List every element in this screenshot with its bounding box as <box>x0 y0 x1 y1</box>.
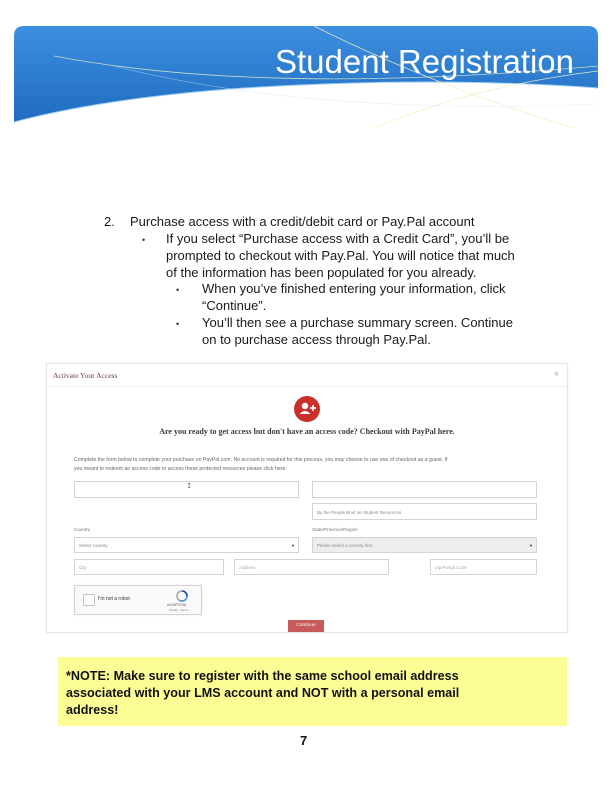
dropdown-arrow-icon: ▼ <box>291 543 295 548</box>
header-banner <box>14 26 598 128</box>
step-title: Purchase access with a credit/debit card or Pay.Pal account <box>130 214 475 229</box>
bullet-text-line: prompted to checkout with Pay.Pal. You will notice that much <box>166 248 515 263</box>
product-field[interactable]: By the People Brief 4e Student Resources <box>312 503 537 520</box>
sub-bullet-text-line: “Continue”. <box>202 298 267 313</box>
modal-headline: Are you ready to get access but don't have an access code? Checkout with PayPal here. <box>159 427 455 436</box>
step-number: 2. <box>104 214 115 229</box>
note-line: address! <box>66 703 119 717</box>
bullet-marker: • <box>142 235 146 245</box>
city-field[interactable]: City <box>74 559 224 575</box>
modal-title: Activate Your Access <box>53 371 118 380</box>
recaptcha-label: I'm not a robot <box>98 596 130 602</box>
note-text <box>66 668 536 719</box>
recaptcha-links[interactable]: Privacy - Terms <box>169 608 189 612</box>
sub-bullet-marker: • <box>176 285 180 295</box>
recaptcha-logo-icon <box>175 590 189 602</box>
email-field[interactable] <box>312 481 537 498</box>
sub-bullet-text-line: You’ll then see a purchase summary screen. Continue <box>202 315 513 330</box>
state-select[interactable]: Please select a country first <box>312 537 537 553</box>
note-box <box>58 657 567 726</box>
modal-divider <box>47 386 567 387</box>
page-title: Student Registration <box>274 43 574 80</box>
page-number: 7 <box>300 733 308 748</box>
description-line: Complete the form below to complete your purchase on PayPal.com. No account is required for this process, you may choose to use one of checkout as a guest. If <box>74 457 448 463</box>
sub-bullet-marker: • <box>176 319 180 329</box>
sub-bullet-text-line: on to purchase access through Pay.Pal. <box>202 332 431 347</box>
sub-bullet-text-line: When you’ve finished entering your information, click <box>202 281 506 296</box>
add-user-icon <box>294 396 320 422</box>
state-label: State/Province/Region <box>312 527 358 532</box>
bullet-text-line: of the information has been populated for you already. <box>166 265 477 280</box>
continue-button[interactable]: Continue <box>288 620 324 632</box>
country-select[interactable]: Select country <box>74 537 299 553</box>
close-icon[interactable]: × <box>553 369 559 379</box>
activate-access-screenshot <box>46 363 568 633</box>
address-field[interactable]: Address <box>234 559 389 575</box>
text-cursor: I <box>187 483 192 491</box>
dropdown-arrow-icon: ▼ <box>529 543 533 548</box>
description-line: you meant to redeem an access code to access these protected resources please click here. <box>74 466 287 472</box>
modal-description <box>74 456 540 474</box>
country-label: Country <box>74 527 91 532</box>
note-line: associated with your LMS account and NOT with a personal email <box>66 686 460 700</box>
recaptcha-widget <box>74 585 202 615</box>
recaptcha-brand: reCAPTCHA <box>167 603 187 607</box>
bullet-text-line: If you select “Purchase access with a Credit Card”, you’ll be <box>166 231 510 246</box>
recaptcha-checkbox[interactable] <box>83 594 95 606</box>
note-line: *NOTE: Make sure to register with the same school email address <box>66 669 459 683</box>
zip-field[interactable]: Zip/Postal Code <box>430 559 537 575</box>
